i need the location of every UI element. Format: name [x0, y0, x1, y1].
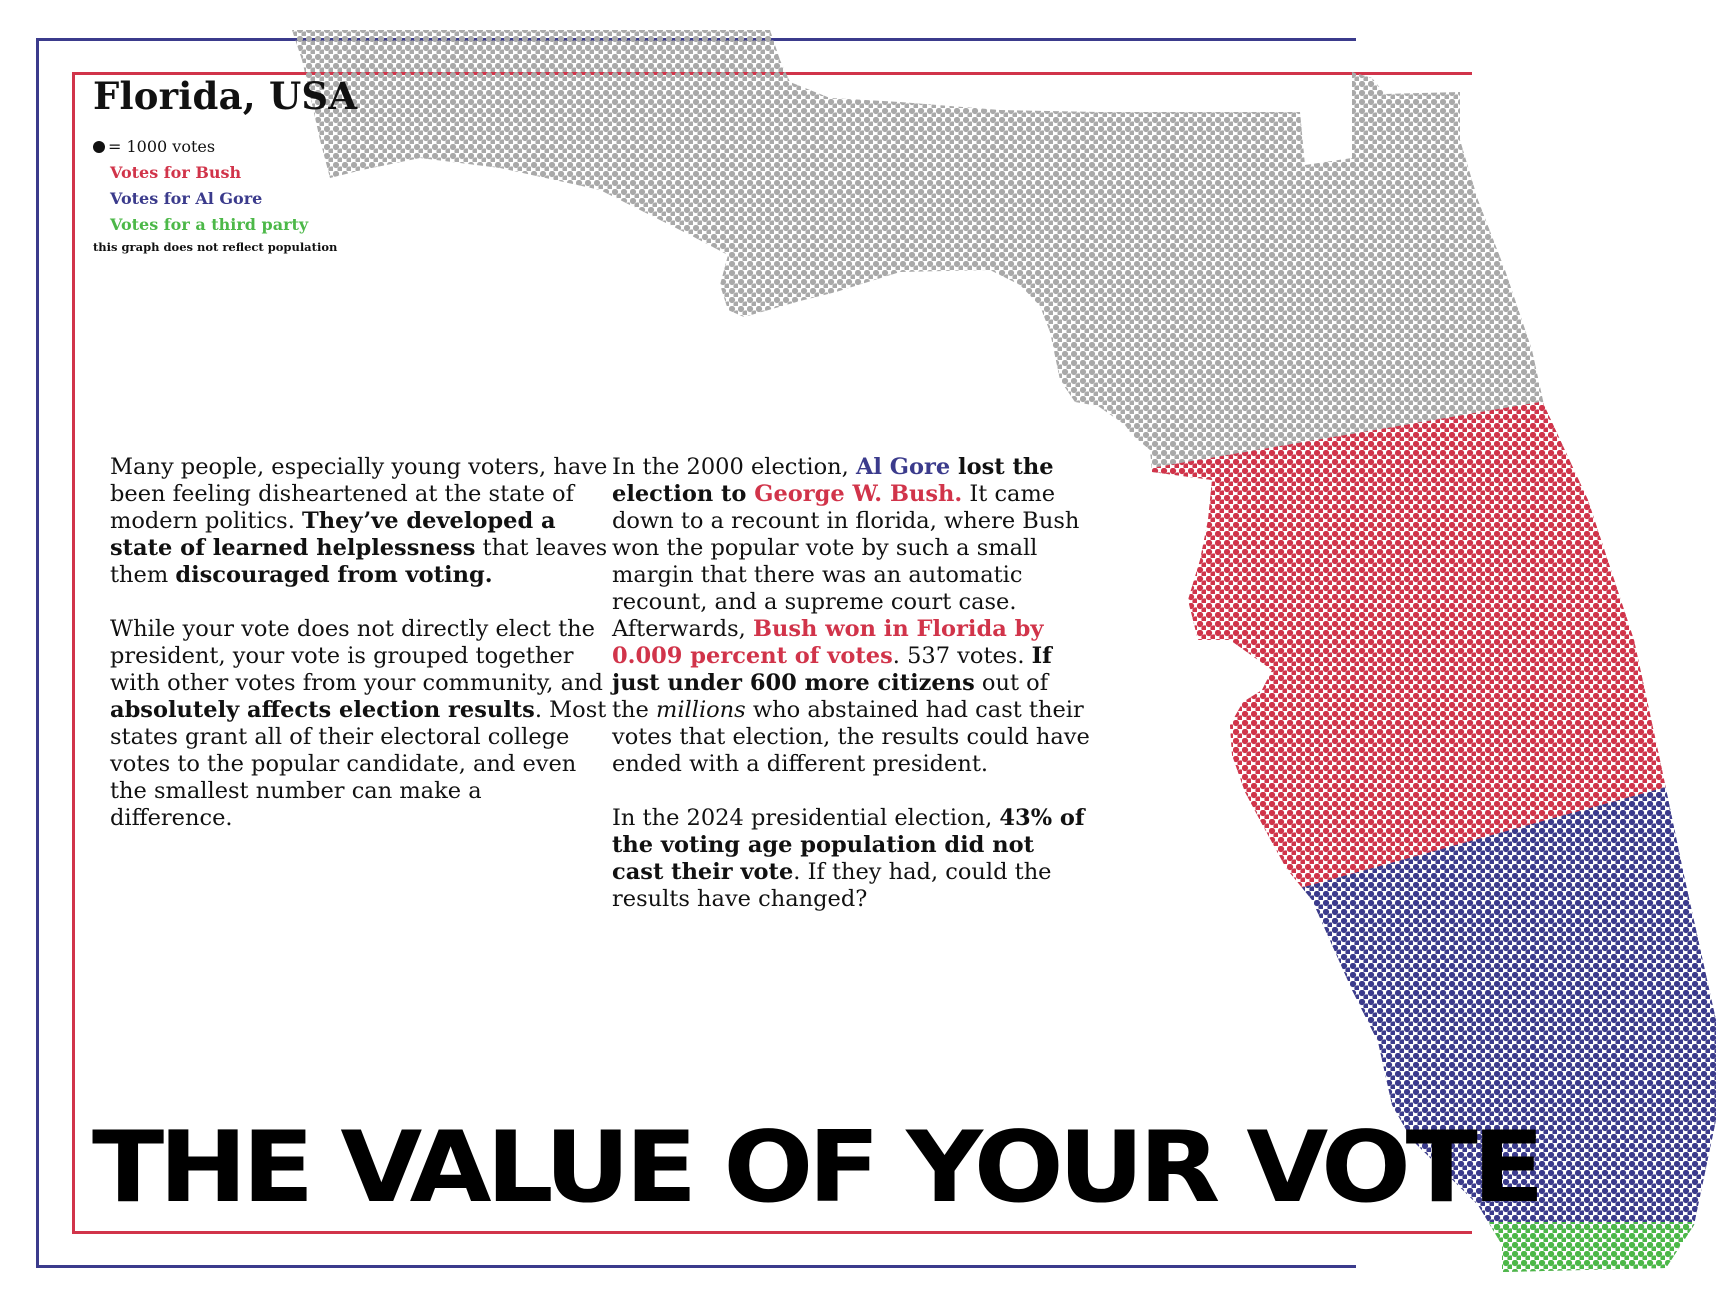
legend-note: this graph does not reflect population	[93, 240, 338, 254]
text-span: millions	[656, 697, 746, 723]
paragraph	[110, 454, 610, 589]
bush-name: George W. Bush.	[754, 481, 963, 507]
text-span: Bush won in Florida by 0.009 percent of votes	[612, 616, 1044, 669]
legend-dot-label: = 1000 votes	[108, 137, 216, 156]
text-span: absolutely affects election results	[110, 697, 535, 723]
gore-name: Al Gore	[855, 454, 951, 480]
text-span: discouraged from voting.	[175, 562, 493, 588]
text-span: In the 2000 election,	[612, 454, 856, 480]
text-span: In the 2024 presidential election,	[612, 805, 1000, 831]
map-legend	[93, 74, 357, 254]
paragraph	[110, 616, 610, 832]
left-text-column	[110, 454, 610, 832]
third-party-votes-region	[1400, 1222, 1728, 1296]
text-span: If just under 600 more citizens	[612, 643, 1052, 696]
text-span: 43% of the voting age population did not cast their vote	[612, 805, 1085, 885]
legend-dot-row	[93, 134, 357, 160]
text-span: . 537 votes.	[892, 643, 1032, 669]
text-span: While your vote does not directly elect the president, your vote is grouped together with other votes from your community, and	[110, 616, 603, 696]
text-span: . Most states grant all of their electoral college votes to the popular candidate, and even the smallest number can make a difference.	[110, 697, 607, 831]
text-span: that leaves them	[110, 535, 608, 588]
text-span: They’ve developed a state of learned helplessness	[110, 508, 556, 561]
text-span: Many people, especially young voters, have been feeling disheartened at the state of modern politics.	[110, 454, 608, 534]
text-span: out of the	[612, 670, 1049, 723]
paragraph	[612, 805, 1092, 913]
headline: THE VALUE OF YOUR VOTE	[92, 1111, 1540, 1225]
text-span: lost the election to	[612, 454, 1054, 507]
paragraph	[612, 454, 1092, 778]
legend-gore: Votes for Al Gore	[110, 189, 263, 208]
text-span: . If they had, could the results have changed?	[612, 859, 1052, 912]
legend-bush: Votes for Bush	[110, 163, 242, 182]
text-span: It came down to a recount in florida, where Bush won the popular vote by such a small margin that there was an automatic recount, and a supreme court case. Afterwards,	[612, 481, 1080, 642]
legend-third-party: Votes for a third party	[110, 215, 309, 234]
dot-icon	[93, 141, 105, 153]
right-text-column	[612, 454, 1092, 913]
legend-title: Florida, USA	[93, 74, 358, 118]
text-span: who abstained had cast their votes that election, the results could have ended with a different president.	[612, 697, 1090, 777]
